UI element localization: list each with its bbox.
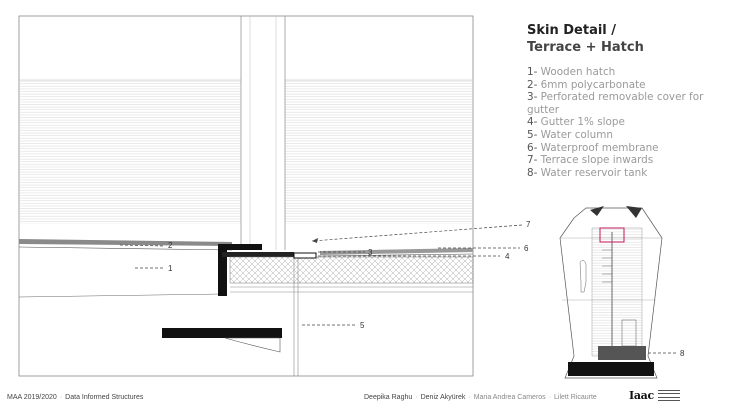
legend-number: 8- xyxy=(527,166,538,179)
callout-2: 2 xyxy=(168,241,173,250)
legend-text: Perforated removable cover for gutter xyxy=(527,91,704,116)
component-legend xyxy=(527,66,725,179)
callout-7: 7 xyxy=(526,220,531,229)
author-name: Lilett Ricaurte xyxy=(554,394,597,401)
legend-item xyxy=(527,142,725,155)
callout-4: 4 xyxy=(505,252,510,261)
author-name: Deniz Akyürek xyxy=(420,394,466,401)
callout-1: 1 xyxy=(168,264,173,273)
legend-number: 6- xyxy=(527,141,538,154)
legend-number: 4- xyxy=(527,116,538,129)
title-line-1: Skin Detail / xyxy=(527,23,617,38)
legend-text: Water column xyxy=(537,128,613,141)
legend-item xyxy=(527,167,725,180)
legend-item xyxy=(527,116,725,129)
legend-text: Wooden hatch xyxy=(537,66,616,78)
callout-3: 3 xyxy=(368,248,373,257)
callout-5: 5 xyxy=(360,321,365,330)
detail-frame xyxy=(19,16,473,376)
legend-number: 3- xyxy=(527,91,538,104)
legend-item xyxy=(527,66,725,79)
legend-item xyxy=(527,129,725,142)
legend-item xyxy=(527,91,725,116)
legend-number: 2- xyxy=(527,78,538,91)
legend-item xyxy=(527,79,725,92)
logo-institution-lines xyxy=(658,390,680,402)
legend-text: Gutter 1% slope xyxy=(537,116,625,129)
legend-text: Water reservoir tank xyxy=(537,166,648,179)
wooden-hatch xyxy=(19,239,232,297)
iaac-logo xyxy=(629,389,680,402)
course-label: Data Informed Structures xyxy=(65,394,144,401)
program-label: MAA 2019/2020 xyxy=(7,394,57,401)
legend-number: 7- xyxy=(527,154,538,167)
legend-number: 1- xyxy=(527,66,538,78)
key-section xyxy=(560,206,662,378)
logo-mark: Iaac xyxy=(629,389,654,402)
callout-8: 8 xyxy=(680,349,685,358)
detail-title xyxy=(527,22,644,56)
legend-number: 5- xyxy=(527,128,538,141)
footer-authors: Deepika Raghu · Deniz Akyürek · Maria Andrea Cameros · Lilett Ricaurte xyxy=(364,394,597,401)
author-name: Maria Andrea Cameros xyxy=(473,394,546,401)
legend-item xyxy=(527,154,725,167)
author-name: Deepika Raghu xyxy=(364,394,413,401)
legend-text: Terrace slope inwards xyxy=(537,154,654,167)
footer-program: MAA 2019/2020 · Data Informed Structures xyxy=(7,394,144,401)
title-line-2: Terrace + Hatch xyxy=(527,40,644,55)
legend-text: 6mm polycarbonate xyxy=(537,78,646,91)
callout-6: 6 xyxy=(524,244,529,253)
legend-text: Waterproof membrane xyxy=(537,141,659,154)
